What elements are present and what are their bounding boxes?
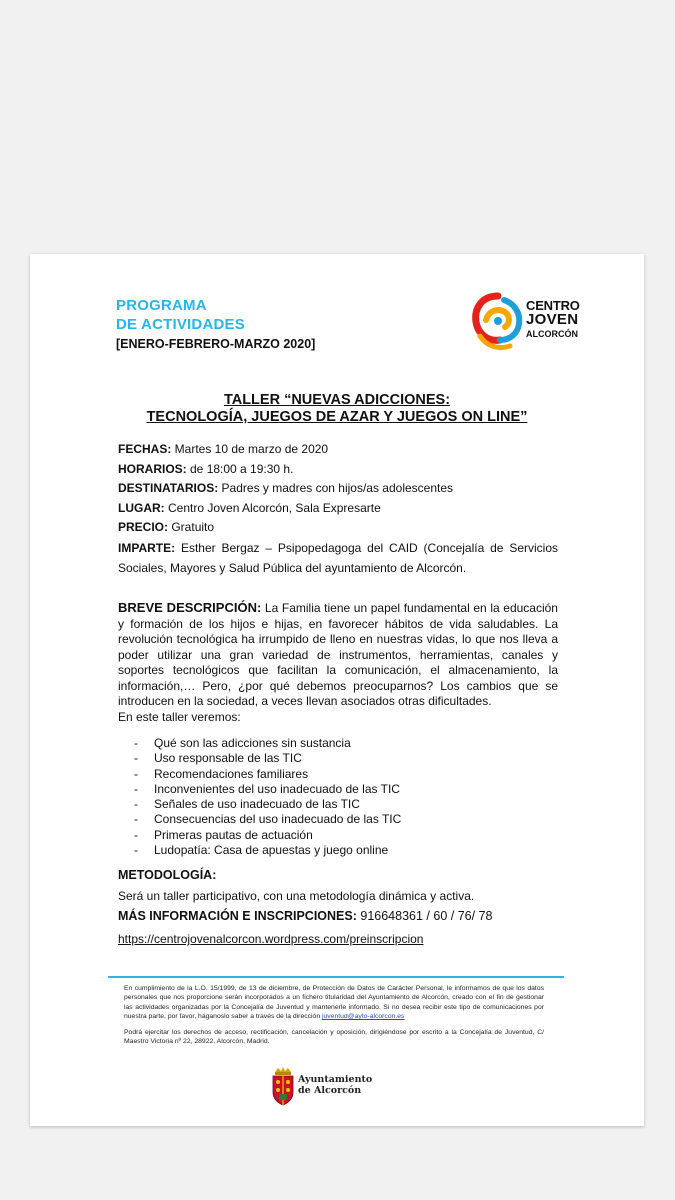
logo-line2: JOVEN [526, 311, 579, 328]
ayuntamiento-wordmark [298, 1074, 372, 1096]
registration-link[interactable]: https://centrojovenalcorcon.wordpress.com/preinscripcion [118, 932, 424, 946]
legal-email-link[interactable]: juventud@ayto-alcorcon.es [321, 1013, 405, 1021]
list-item: - Primeras pautas de actuación [134, 828, 401, 843]
centro-joven-swirl-icon [470, 290, 526, 352]
detail-fechas [118, 440, 558, 460]
program-title-line2: DE ACTIVIDADES [116, 316, 245, 333]
ayuntamiento-line2: de Alcorcón [298, 1085, 362, 1096]
workshop-title-line2: TECNOLOGÍA, JUEGOS DE AZAR Y JUEGOS ON LINE” [146, 409, 528, 425]
ayuntamiento-line1: Ayuntamiento [298, 1074, 373, 1085]
workshop-title-line1: TALLER “NUEVAS ADICCIONES: [223, 392, 451, 408]
centro-joven-logo [470, 290, 580, 352]
more-info [118, 909, 492, 923]
detail-horarios [118, 460, 558, 480]
detail-imparte [118, 538, 558, 578]
fechas-label: FECHAS: [118, 442, 172, 456]
centro-joven-wordmark [526, 299, 580, 341]
list-item: - Uso responsable de las TIC [134, 751, 401, 766]
topics-list [134, 736, 401, 858]
lugar-label: LUGAR: [118, 500, 165, 515]
legal-paragraph-1 [124, 984, 544, 1022]
detail-precio [118, 518, 558, 538]
coat-of-arms-icon [270, 1066, 296, 1106]
horarios-value: de 18:00 a 19:30 h. [186, 461, 294, 476]
methodology-label: METODOLOGÍA: [118, 868, 217, 882]
precio-label: PRECIO: [118, 520, 169, 534]
description-intro: En este taller veremos: [118, 709, 241, 724]
detail-lugar [118, 499, 558, 519]
legal-notice [124, 984, 544, 1052]
program-title-line1: PROGRAMA [116, 297, 207, 314]
footer-divider [108, 976, 564, 978]
ayuntamiento-logo [270, 1066, 400, 1110]
legal-text-1: En cumplimiento de la L.O. 15/1999, de 13 de diciembre, de Protección de Datos de Carácter Personal, le informamos de que los datos personales que nos proporcione serán incorporados a un fichero titularidad del Ayuntamiento de Alcorcón, creado con el fin de gestionar las actividades organizadas por la Concejalía de Juventud y mantenerle informado. Si no desea recibir este tipo de comunicaciones por nuestra parte, por favor, háganoslo saber a través de la dirección [124, 985, 544, 1021]
list-item: - Señales de uso inadecuado de las TIC [134, 797, 401, 812]
more-info-phone: 916648361 / 60 / 76/ 78 [356, 909, 493, 923]
list-item: - Ludopatía: Casa de apuestas y juego online [134, 843, 401, 858]
imparte-value: Esther Bergaz – Psipopedagoga del CAID (Concejalía de Servicios Sociales, Mayores y Salud Pública del ayuntamiento de Alcorcón. [118, 540, 558, 575]
list-item: - Recomendaciones familiares [134, 767, 401, 782]
destinatarios-label: DESTINATARIOS: [118, 481, 219, 495]
list-item: - Consecuencias del uso inadecuado de las TIC [134, 812, 401, 827]
fechas-value: Martes 10 de marzo de 2020 [171, 442, 329, 456]
list-item: - Inconvenientes del uso inadecuado de las TIC [134, 782, 401, 797]
more-info-label: MÁS INFORMACIÓN E INSCRIPCIONES: [118, 909, 357, 923]
methodology-text: Será un taller participativo, con una metodología dinámica y activa. [118, 889, 475, 903]
detail-destinatarios [118, 479, 558, 499]
description-label: BREVE DESCRIPCIÓN: [118, 600, 262, 615]
document-page [30, 254, 644, 1126]
logo-line1: CENTRO [526, 298, 580, 313]
description-text: La Familia tiene un papel fundamental en la educación y formación de los hijos e hijas, en favorecer hábitos de vida saludables. La revolución tecnológica ha irrumpido de lleno en nuestras vidas, lo que nos lleva a poder utilizar una gran variedad de instrumentos, herramientas, canales y soportes tecnológicos que facilitan la comunicación, el almacenamiento, la información,… Pero, ¿por qué debemos preocuparnos? Los cambios que se introducen en la sociedad, a veces llevan asociados otras dificultades. [118, 601, 558, 708]
horarios-label: HORARIOS: [118, 461, 187, 476]
program-header [116, 296, 315, 354]
precio-value: Gratuito [168, 520, 215, 534]
destinatarios-value: Padres y madres con hijos/as adolescentes [218, 481, 454, 495]
workshop-details [118, 440, 558, 578]
imparte-label: IMPARTE: [118, 540, 176, 555]
workshop-title [30, 392, 644, 426]
brief-description [118, 600, 558, 725]
program-period: [ENERO-FEBRERO-MARZO 2020] [116, 337, 316, 351]
list-item: - Qué son las adicciones sin sustancia [134, 736, 401, 751]
lugar-value: Centro Joven Alcorcón, Sala Expresarte [164, 500, 381, 515]
logo-line3: ALCORCÓN [526, 329, 578, 339]
legal-paragraph-2: Podrá ejercitar los derechos de acceso, rectificación, cancelación y oposición, dirigiéndose por escrito a la Concejalía de Juventud, C/ Maestro Victoria nº 22, 28922, Alcorcón, Madrid. [124, 1028, 544, 1046]
